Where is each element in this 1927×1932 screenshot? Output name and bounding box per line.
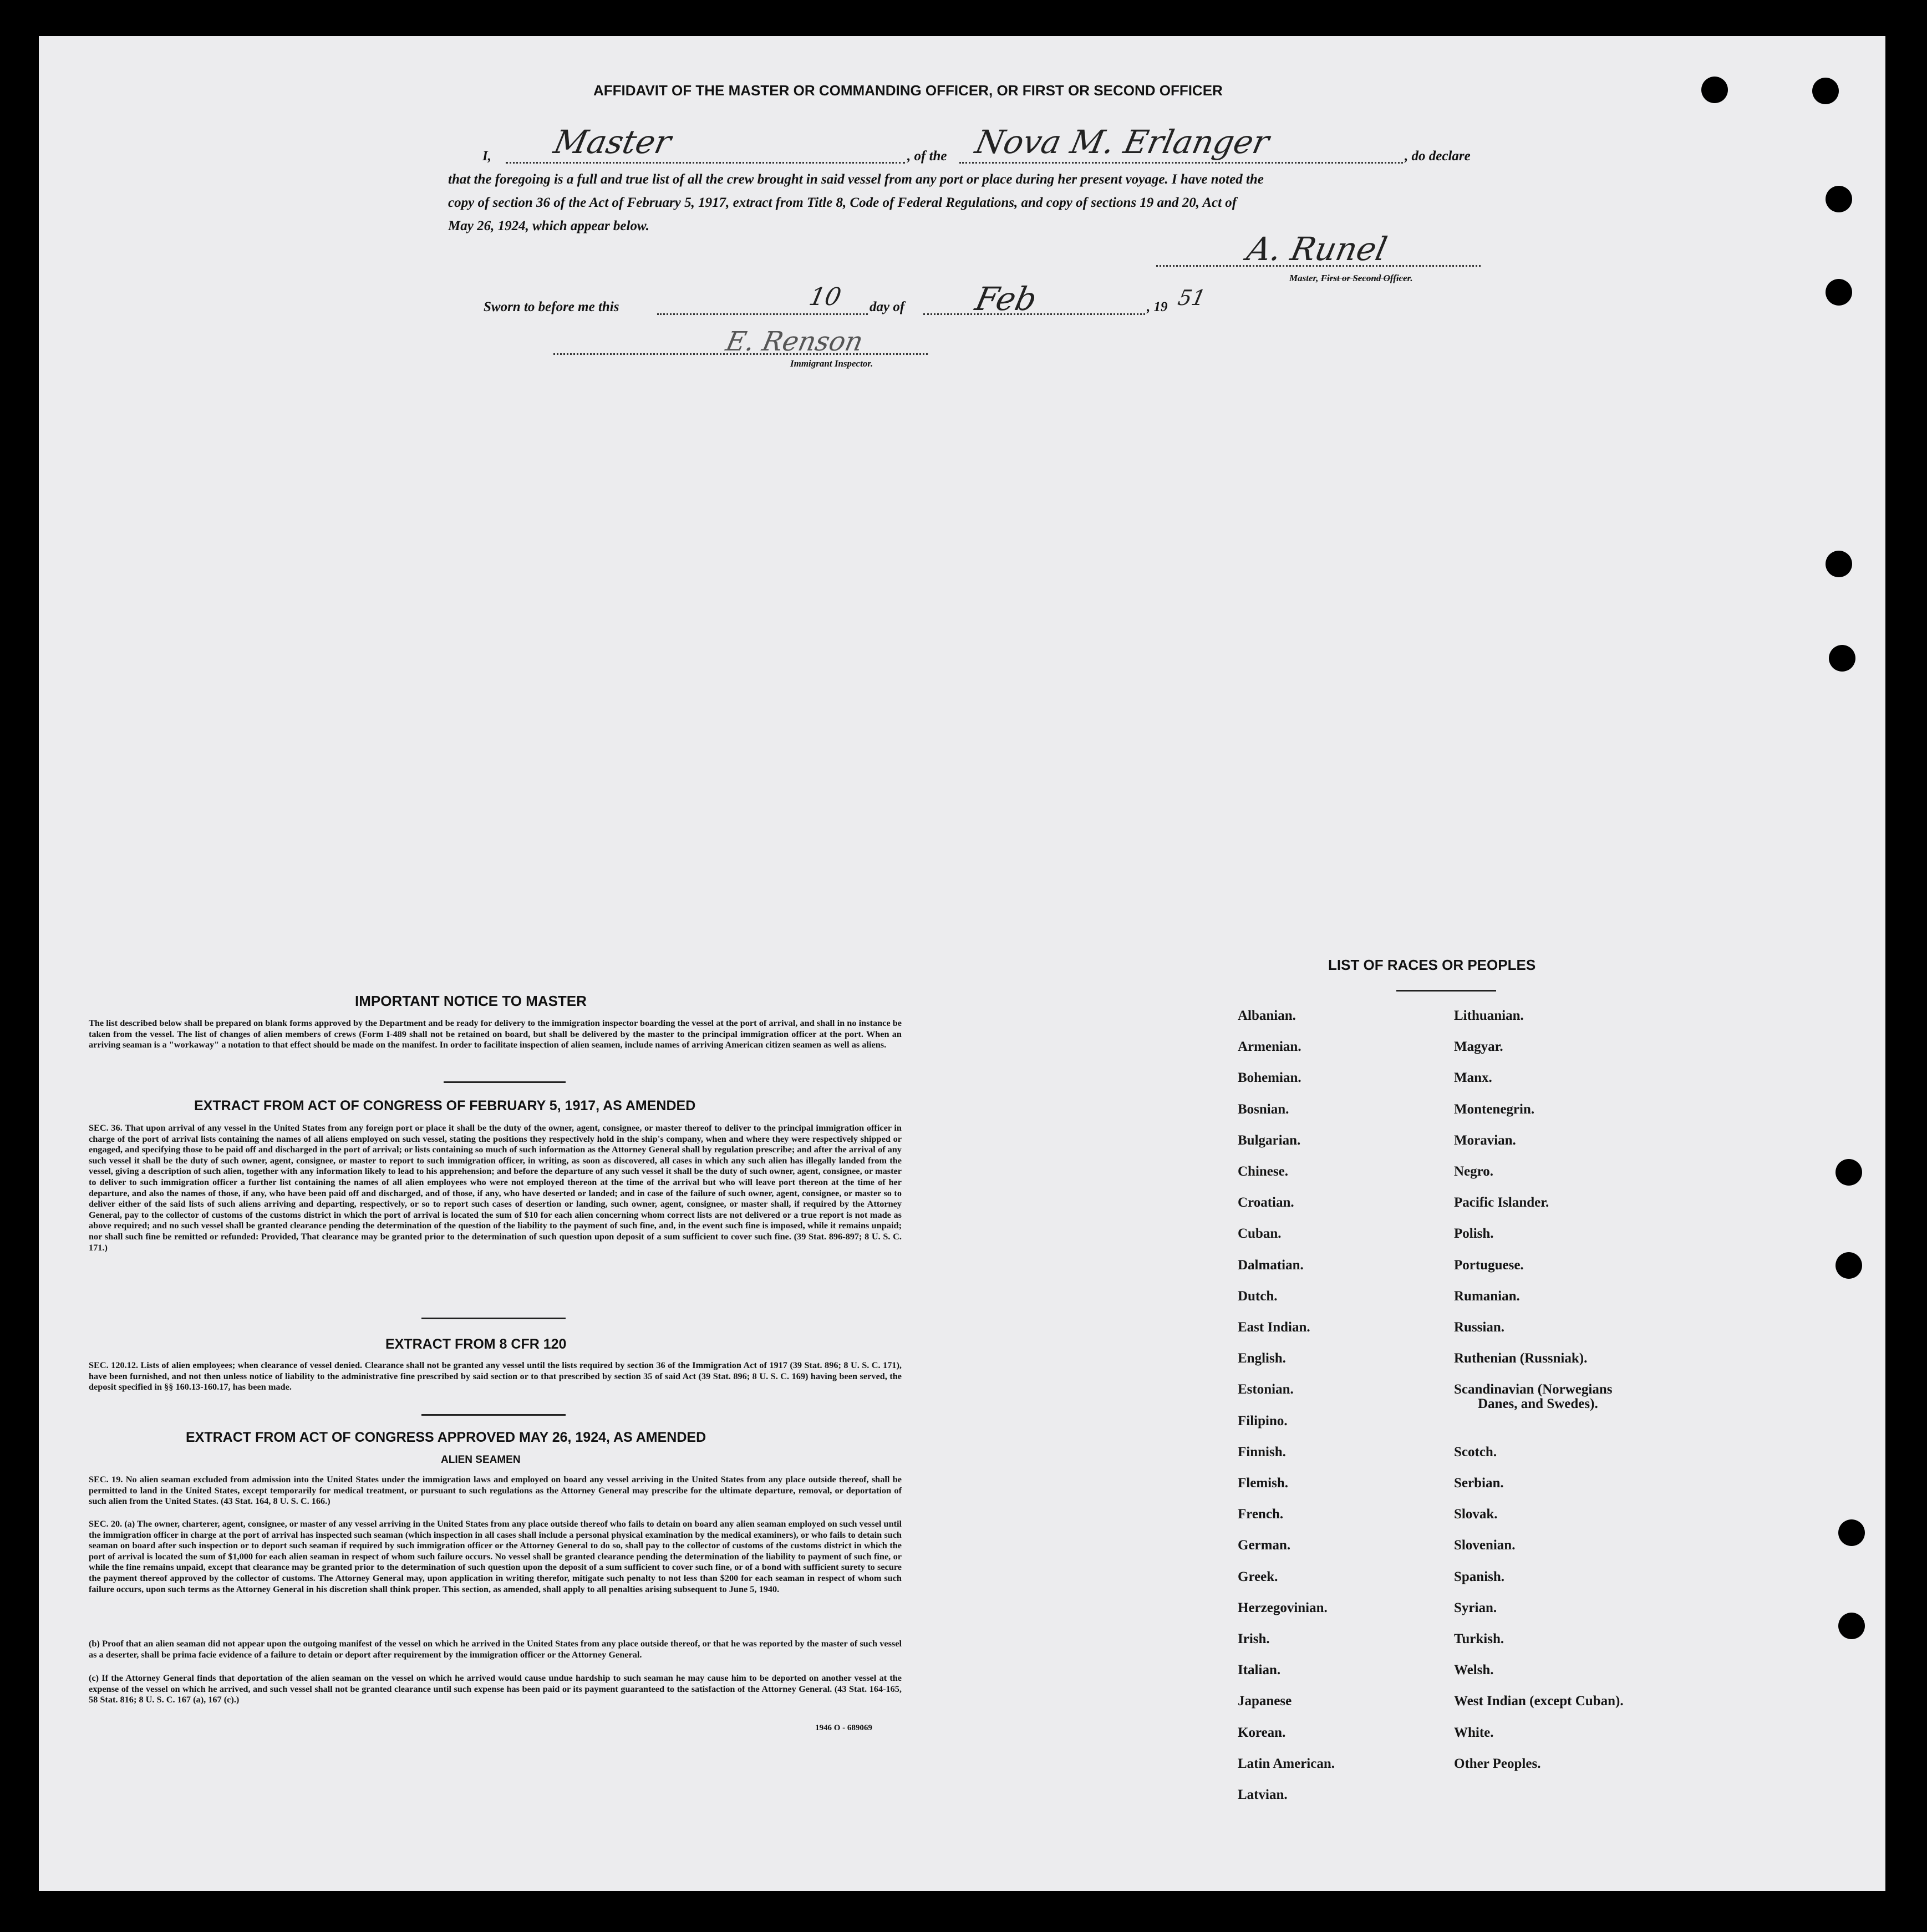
handwritten-vessel-name: Nova M. Erlanger <box>972 123 1273 161</box>
race-item: Slovenian. <box>1454 1538 1516 1553</box>
handwritten-day: 10 <box>806 283 844 311</box>
race-item: Herzegovinian. <box>1238 1600 1328 1615</box>
race-item: Syrian. <box>1454 1600 1497 1615</box>
sworn-day-of: day of <box>870 299 905 314</box>
race-item: Bulgarian. <box>1238 1132 1301 1148</box>
race-item: Other Peoples. <box>1454 1756 1541 1771</box>
race-item: Scandinavian (Norwegians <box>1454 1382 1613 1397</box>
race-item: Bohemian. <box>1238 1070 1301 1086</box>
caption-master: Master, <box>1289 273 1319 283</box>
punch-hole <box>1829 645 1855 672</box>
print-code: 1946 O - 689069 <box>815 1723 872 1732</box>
declaration-suffix: , do declare <box>1405 149 1471 164</box>
races-title: LIST OF RACES OR PEOPLES <box>1328 957 1536 973</box>
race-item: Pacific Islander. <box>1454 1195 1549 1211</box>
race-item: Montenegrin. <box>1454 1101 1535 1117</box>
race-item: Dutch. <box>1238 1288 1278 1304</box>
races-title-rule <box>1396 990 1496 992</box>
race-item: Italian. <box>1238 1662 1281 1678</box>
race-item: West Indian (except Cuban). <box>1454 1694 1624 1709</box>
punch-hole <box>1838 1519 1865 1546</box>
race-item: Scotch. <box>1454 1444 1497 1460</box>
race-item: Croatian. <box>1238 1195 1294 1211</box>
officer-signature-caption <box>1289 273 1413 284</box>
declaration-of-the: , of the <box>907 149 947 164</box>
inspector-signature: E. Renson <box>723 326 866 357</box>
race-item: Manx. <box>1454 1070 1492 1086</box>
race-item: Magyar. <box>1454 1039 1503 1055</box>
punch-hole <box>1812 78 1839 104</box>
extract-1917-title: EXTRACT FROM ACT OF CONGRESS OF FEBRUARY 5, 1917, AS AMENDED <box>194 1098 696 1114</box>
caption-struck-officer: First or Second Officer <box>1320 273 1411 283</box>
race-item: Irish. <box>1238 1631 1270 1646</box>
race-item: Portuguese. <box>1454 1257 1524 1273</box>
race-item: Spanish. <box>1454 1569 1505 1584</box>
punch-hole <box>1826 551 1852 577</box>
sworn-year-prefix: , 19 <box>1147 299 1168 314</box>
declaration-line-2: that the foregoing is a full and true list of all the crew brought in said vessel from any port or place during her present voyage. I have noted the <box>448 172 1264 187</box>
inspector-caption: Immigrant Inspector. <box>790 358 873 369</box>
race-item: German. <box>1238 1538 1291 1553</box>
extract-8cfr-body: SEC. 120.12. Lists of alien employees; when clearance of vessel denied. Clearance shall not be granted any vessel until the lists required by section 36 of the Immigration Act of 1917 (39 Stat. 896; 8 U. S. C. 171), have been furnished, and not then unless notice of liability to the administrative fine prescribed by said section or to that prescribed by section 35 of said Act (39 Stat. 896; 8 U. S. C. 169) having been served, the deposit specified in §§ 160.13-160.17, has been made. <box>89 1360 902 1392</box>
race-item: Lithuanian. <box>1454 1008 1524 1023</box>
handwritten-officer-title: Master <box>550 123 675 161</box>
race-item: Russian. <box>1454 1320 1505 1335</box>
race-item: Slovak. <box>1454 1507 1498 1522</box>
divider <box>444 1081 566 1083</box>
officer-signature: A. Runel <box>1243 230 1391 268</box>
sworn-day-field <box>657 313 868 315</box>
extract-1924-title: EXTRACT FROM ACT OF CONGRESS APPROVED MAY 26, 1924, AS AMENDED <box>186 1430 706 1445</box>
divider <box>421 1318 566 1319</box>
race-item: Armenian. <box>1238 1039 1301 1055</box>
race-item: Cuban. <box>1238 1226 1282 1242</box>
extract-1924-sec20b: (b) Proof that an alien seaman did not appear upon the outgoing manifest of the vessel on which he arrived in the United States from any place outside thereof, or that he was reported by the master of such vessel as a deserter, shall be prima facie evidence of a failure to detain or deport after requirement by the immigration officer or the Attorney General. <box>89 1638 902 1660</box>
race-item: French. <box>1238 1507 1284 1522</box>
punch-hole <box>1836 1159 1862 1186</box>
race-item: White. <box>1454 1725 1494 1740</box>
notice-body: The list described below shall be prepared on blank forms approved by the Department and be ready for delivery to the immigration inspector boarding the vessel at the port of arrival, and shall in no instance be taken from the vessel. The list of changes of alien members of crews (Form I-489 shall not be retained on board, but shall be delivered by the master to the principal immigration officer at the port. When an arriving seaman is a "workaway" a notation to that effect should be made on the manifest. In order to facilitate inspection of alien seamen, include names of arriving American citizen seamen as well as aliens. <box>89 1018 902 1050</box>
punch-hole <box>1838 1613 1865 1639</box>
caption-period: . <box>1410 273 1413 283</box>
race-item: Flemish. <box>1238 1476 1288 1491</box>
race-item: Dalmatian. <box>1238 1257 1304 1273</box>
race-item: Latvian. <box>1238 1787 1288 1802</box>
extract-1917-body: SEC. 36. That upon arrival of any vessel in the United States from any foreign port or place it shall be the duty of the owner, agent, consignee, or master thereof to deliver to the principal immigration officer in charge of the port of arrival lists containing the names of all aliens employed on such vessel, stating the positions they respectively hold in the ship's company, when and where they were respectively shipped or engaged, and specifying those to be paid off and discharged in the port of arrival; or lists containing so much of such information as the Attorney General shall by regulation prescribe; and after the arrival of any such vessel it shall be the duty of such owner, agent, consignee, or master to report to such immigration officer, in writing, as soon as discovered, all cases in which any such alien has illegally landed from the vessel, giving a description of such alien, together with any information likely to lead to his apprehension; and before the departure of any such vessel it shall be the duty of such owner, agent, consignee, or master to deliver to such immigration officer a further list containing the names of all alien employees who were not employed thereon at the time of the arrival but who will leave port thereon at the time of her departure, and also the names of those, if any, who have been paid off and discharged, and of those, if any, who have deserted or landed; and in case of the failure of such owner, agent, consignee, or master so to deliver either of the said lists of such aliens arriving and departing, respectively, or so to report such cases of desertion or landing, such owner, agent, consignee, or master shall, if required by the Attorney General, pay to the collector of customs of the customs district in which the port of arrival is located the sum of $10 for each alien concerning whom correct lists are not delivered or a true report is not made as above required; and no such vessel shall be granted clearance pending the determination of the question of the liability to the payment of such fine, and, in the event such fine is imposed, while it remains unpaid; nor shall such fine be remitted or refunded: Provided, That clearance may be granted prior to the determination of such question upon deposit of a sum sufficient to cover such fine. (39 Stat. 896-897; 8 U. S. C. 171.) <box>89 1122 902 1253</box>
extract-1924-sec20a: SEC. 20. (a) The owner, charterer, agent, consignee, or master of any vessel arriving in the United States from any place outside thereof who fails to detain on board any alien seaman employed on such vessel until the immigration officer in charge at the port of arrival has inspected such seaman (which inspection in all cases shall include a personal physical examination by the medical examiners), or who fails to detain such seaman on board after such inspection or to deport such seaman if required by such immigration officer or the Attorney General to do so, shall pay to the collector of customs of the customs district in which the port of arrival is located the sum of $1,000 for each alien seaman in respect of whom such failure occurs. No vessel shall be granted clearance pending the determination of the liability to payment of such fine, or while the fine remains unpaid, except that clearance may be granted prior to the determination of such question upon the deposit of a sum sufficient to cover such fine, or of a bond with sufficient surety to secure the payment thereof approved by the collector of customs. The Attorney General may, upon application in writing therefor, mitigate such penalty to not less than $200 for each seaman in respect of whom such failure occurs, upon such terms as the Attorney General in his discretion shall think proper. This section, as amended, shall apply to all penalties arising subsequent to June 5, 1940. <box>89 1518 902 1594</box>
affidavit-title: AFFIDAVIT OF THE MASTER OR COMMANDING OFFICER, OR FIRST OR SECOND OFFICER <box>593 82 1223 99</box>
race-item: Turkish. <box>1454 1631 1504 1646</box>
punch-hole <box>1826 279 1852 306</box>
race-item: Korean. <box>1238 1725 1286 1740</box>
race-item: Serbian. <box>1454 1476 1504 1491</box>
race-item: Welsh. <box>1454 1662 1494 1678</box>
race-item: Finnish. <box>1238 1444 1286 1460</box>
vessel-name-field <box>959 162 1403 164</box>
race-item: Negro. <box>1454 1164 1494 1179</box>
race-item: English. <box>1238 1351 1286 1366</box>
race-item: Rumanian. <box>1454 1288 1520 1304</box>
declaration-line-4: May 26, 1924, which appear below. <box>448 218 649 233</box>
punch-hole <box>1701 77 1728 103</box>
declaration-line-3: copy of section 36 of the Act of February 5, 1917, extract from Title 8, Code of Federal Regulations, and copy of sections 19 and 20, Act of <box>448 195 1237 210</box>
sworn-prefix: Sworn to before me this <box>484 299 619 314</box>
notice-title: IMPORTANT NOTICE TO MASTER <box>355 993 587 1009</box>
declaration-prefix: I, <box>482 149 491 164</box>
extract-1924-sec19: SEC. 19. No alien seaman excluded from admission into the United States under the immigration laws and employed on board any vessel arriving in the United States from any place outside thereof, shall be permitted to land in the United States, except temporarily for medical treatment, or pursuant to such regulations as the Attorney General may prescribe for the ultimate departure, removal, or deportation of such alien from the United States. (43 Stat. 164, 8 U. S. C. 166.) <box>89 1474 902 1507</box>
race-item: Polish. <box>1454 1226 1494 1242</box>
race-item: Albanian. <box>1238 1008 1296 1023</box>
race-item: Filipino. <box>1238 1413 1288 1428</box>
divider <box>421 1414 566 1416</box>
sworn-month-field <box>923 313 1145 315</box>
race-item: Chinese. <box>1238 1164 1288 1179</box>
race-item: East Indian. <box>1238 1320 1310 1335</box>
race-item: Latin American. <box>1238 1756 1335 1771</box>
race-item: Bosnian. <box>1238 1101 1289 1117</box>
race-item: Greek. <box>1238 1569 1278 1584</box>
race-item: Japanese <box>1238 1694 1292 1709</box>
officer-title-field <box>506 162 905 164</box>
race-item: Estonian. <box>1238 1382 1294 1397</box>
extract-8cfr-title: EXTRACT FROM 8 CFR 120 <box>385 1336 567 1352</box>
punch-hole <box>1826 186 1852 212</box>
race-item: Ruthenian (Russniak). <box>1454 1351 1588 1366</box>
handwritten-year: 51 <box>1176 286 1208 310</box>
extract-1924-sec20c: (c) If the Attorney General finds that deportation of the alien seaman on the vessel on which he arrived would cause undue hardship to such seaman he may cause him to be deported on another vessel at the expense of the vessel on which he arrived, and such vessel shall not be granted clearance until such expense has been paid or its payment guaranteed to the satisfaction of the Attorney General. (43 Stat. 164-165, 58 Stat. 816; 8 U. S. C. 167 (a), 167 (c).) <box>89 1672 902 1705</box>
punch-hole <box>1836 1252 1862 1279</box>
extract-1924-subtitle: ALIEN SEAMEN <box>441 1454 521 1466</box>
race-item: Moravian. <box>1454 1132 1516 1148</box>
handwritten-month: Feb <box>972 280 1040 318</box>
race-item: Danes, and Swedes). <box>1478 1396 1598 1411</box>
